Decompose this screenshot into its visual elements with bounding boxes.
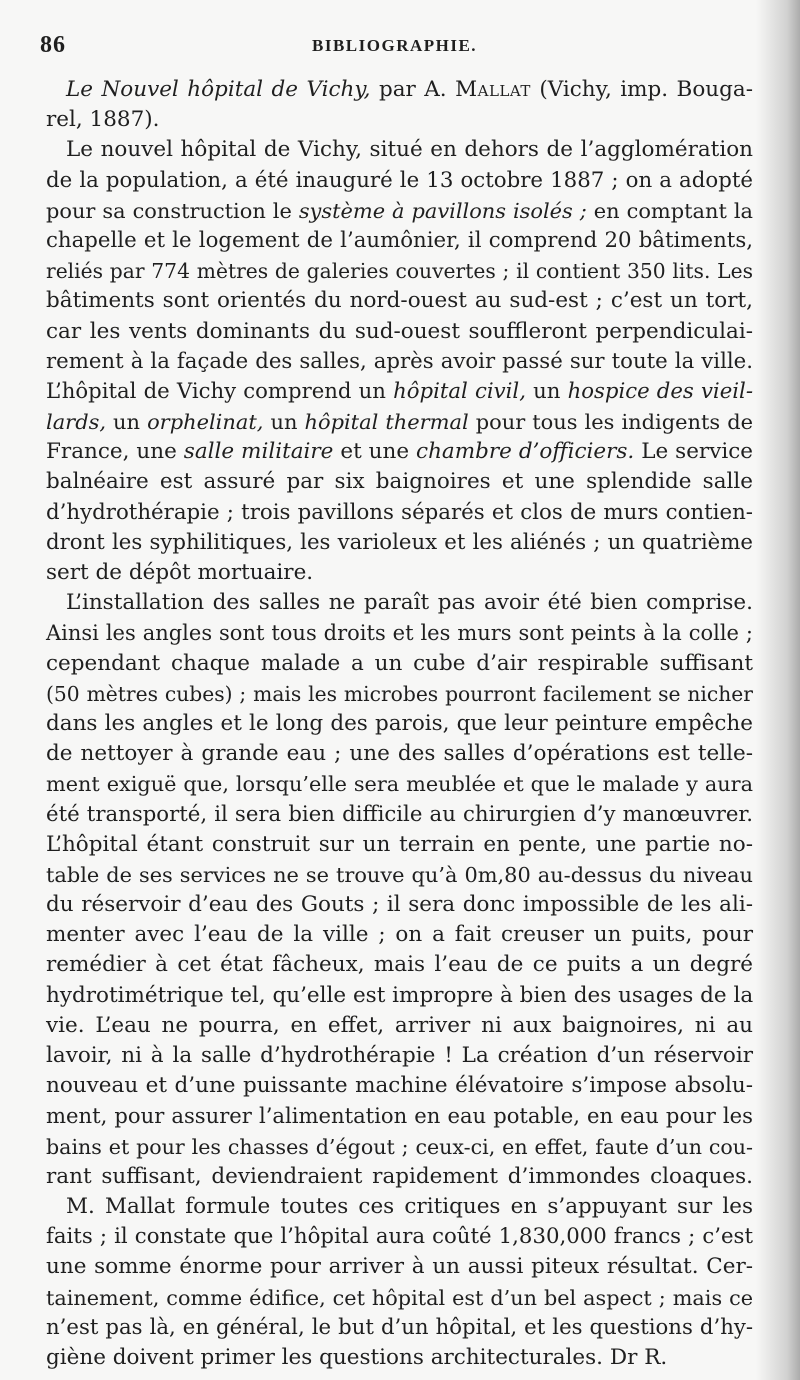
italic-text: hôpital civil, — [393, 378, 526, 404]
text-line — [46, 769, 753, 799]
text-line — [46, 135, 753, 165]
italic-text: chambre d’officiers. — [416, 439, 635, 465]
final-line — [46, 1343, 753, 1373]
text-line — [46, 618, 753, 648]
text-line — [46, 196, 753, 226]
text-span: en comptant la — [586, 198, 753, 223]
italic-text: système à pavillons isolés ; — [298, 198, 587, 223]
text-line — [46, 347, 753, 377]
text-line — [46, 467, 753, 497]
text-span: nouveau et d’une puissante machine élévatoire s’impose absolu- — [46, 1073, 753, 1099]
text-span: rel, 1887). — [46, 107, 160, 133]
text-span: (50 mètres cubes) ; mais les microbes pourront facilement se nicher — [46, 681, 753, 706]
text-span: L’hôpital de Vichy comprend un — [46, 378, 394, 404]
running-head: BIBLIOGRAPHIE. — [312, 36, 478, 55]
text-span: L’installation des salles ne paraît pas avoir été bien comprise. — [66, 590, 753, 616]
text-span: Le service — [634, 439, 753, 465]
italic-text: hospice des vieil- — [567, 378, 753, 404]
text-span: table de ses services ne se trouve qu’à 0m,80 au-dessus du niveau — [46, 862, 753, 887]
text-span: France, une — [46, 439, 184, 465]
italic-text: salle militaire — [183, 439, 334, 465]
text-line — [46, 1222, 753, 1252]
signature: Dr R. — [609, 1344, 668, 1370]
text-span: tainement, comme édifice, cet hôpital est d’un bel aspect ; mais ce — [46, 1285, 753, 1310]
text-line — [46, 105, 753, 135]
text-span: remédier à cet état fâcheux, mais l’eau de ce puits a un degré — [46, 952, 753, 978]
text-span: bâtiments sont orientés du nord-ouest au sud-est ; c’est un tort, — [46, 288, 753, 314]
text-span: rant suffisant, deviendraient rapidement d’immondes cloaques. — [46, 1163, 753, 1189]
text-line — [46, 558, 753, 588]
text-line — [46, 1283, 753, 1313]
text-line — [46, 286, 753, 316]
text-span: du réservoir d’eau des Gouts ; il sera donc impossible de les ali- — [46, 892, 753, 918]
text-line — [46, 226, 753, 256]
text-span: un — [106, 410, 148, 435]
text-span: Le nouvel hôpital de Vichy, situé en dehors de l’agglomération — [66, 137, 753, 163]
text-span: de nettoyer à grande eau ; une des salles d’opérations est telle- — [46, 741, 753, 767]
text-line — [46, 1071, 753, 1101]
italic-text: hôpital thermal — [304, 410, 469, 435]
italic-text: lards, — [46, 410, 106, 435]
text-line — [46, 166, 753, 196]
text-line — [46, 920, 753, 950]
text-line — [46, 528, 753, 558]
text-line — [46, 830, 753, 860]
text-lines — [46, 75, 753, 1343]
text-span: un — [525, 378, 568, 404]
text-line — [46, 1101, 753, 1131]
text-span: faits ; il constate que l’hôpital aura coûté 1,830,000 francs ; c’est — [46, 1224, 753, 1250]
text-line — [46, 1011, 753, 1041]
italic-text: orphelinat, — [147, 410, 264, 435]
text-span: pour tous les indigents de — [468, 410, 754, 435]
page-number: 86 — [40, 32, 66, 58]
text-line — [46, 981, 753, 1011]
text-line — [46, 1162, 753, 1192]
text-span: de la population, a été inauguré le 13 octobre 1887 ; on a adopté — [46, 167, 753, 193]
text-span: hydrotimétrique tel, qu’elle est impropre à bien des usages de la — [46, 982, 754, 1008]
text-span: car les vents dominants du sud-ouest souffleront perpendiculai- — [46, 318, 753, 344]
text-line — [46, 75, 753, 105]
text-line — [46, 950, 753, 980]
text-span: chapelle et le logement de l’aumônier, il comprend 20 bâtiments, — [46, 227, 753, 253]
text-span: Ainsi les angles sont tous droits et les murs sont peints à la colle ; — [46, 621, 753, 646]
text-span: un — [263, 410, 305, 435]
text-span: d’hydrothérapie ; trois pavillons séparés et clos de murs contien- — [46, 499, 753, 525]
text-line — [46, 649, 753, 679]
text-line — [46, 739, 753, 769]
text-span: dans les angles et le long des parois, que leur peinture empêche — [46, 710, 753, 736]
text-span: cependant chaque malade a un cube d’air respirable suffisant — [46, 650, 753, 676]
text-line — [46, 317, 753, 347]
article-text — [46, 75, 753, 1373]
text-span: été transporté, il sera bien difficile au chirurgien d’y manœuvrer. — [46, 801, 753, 827]
text-line — [46, 709, 753, 739]
page-gutter-shadow — [756, 0, 800, 1380]
text-line — [46, 1252, 753, 1282]
text-line — [46, 679, 753, 709]
text-span: M. Mallat formule toutes ces critiques en s’appuyant sur les — [66, 1193, 753, 1219]
final-line-text: giène doivent primer les questions architecturales. — [46, 1344, 604, 1370]
text-line — [46, 1313, 753, 1343]
text-line — [46, 588, 753, 618]
text-span: L’hôpital étant construit sur un terrain en pente, une partie no- — [46, 831, 753, 857]
text-line — [46, 860, 753, 890]
text-line — [46, 890, 753, 920]
italic-text: Le Nouvel hôpital de Vichy, — [66, 77, 371, 102]
text-span: dront les syphilitiques, les varioleux et les aliénés ; un quatrième — [46, 529, 753, 555]
small-caps-text: Mallat — [455, 77, 531, 102]
text-span: pour sa construction le — [46, 198, 299, 223]
text-span: (Vichy, imp. Bouga- — [530, 77, 753, 102]
text-span: ment, pour assurer l’alimentation en eau potable, en eau pour les — [46, 1103, 753, 1129]
text-line — [46, 377, 753, 407]
text-line — [46, 498, 753, 528]
text-span: lavoir, ni à la salle d’hydrothérapie ! La création d’un réservoir — [46, 1043, 753, 1068]
text-line — [46, 407, 753, 437]
text-span: n’est pas là, en général, le but d’un hôpital, et les questions d’hy- — [46, 1314, 753, 1340]
text-line — [46, 1041, 753, 1071]
text-span: une somme énorme pour arriver à un aussi piteux résultat. Cer- — [46, 1254, 753, 1280]
text-span: bains et pour les chasses d’égout ; ceux-ci, en effet, faute d’un cou- — [46, 1134, 753, 1159]
text-line — [46, 1132, 753, 1162]
text-span: balnéaire est assuré par six baignoires et une splendide salle — [46, 469, 753, 495]
text-span: sert de dépôt mortuaire. — [46, 560, 314, 585]
text-span: vie. L’eau ne pourra, en effet, arriver ni aux baignoires, ni au — [46, 1012, 753, 1038]
page-header — [40, 32, 740, 62]
text-span: ment exiguë que, lorsqu’elle sera meublée et que le malade y aura — [46, 772, 753, 797]
text-line — [46, 437, 753, 467]
text-span: et une — [333, 439, 417, 465]
text-span: par A. — [370, 77, 456, 102]
text-line — [46, 256, 753, 286]
text-span: menter avec l’eau de la ville ; on a fait creuser un puits, pour — [46, 922, 753, 948]
text-span: rement à la façade des salles, après avoir passé sur toute la ville. — [46, 348, 753, 374]
text-span: reliés par 774 mètres de galeries couvertes ; il contient 350 lits. Les — [46, 259, 753, 284]
text-line — [46, 800, 753, 830]
text-line — [46, 1192, 753, 1222]
